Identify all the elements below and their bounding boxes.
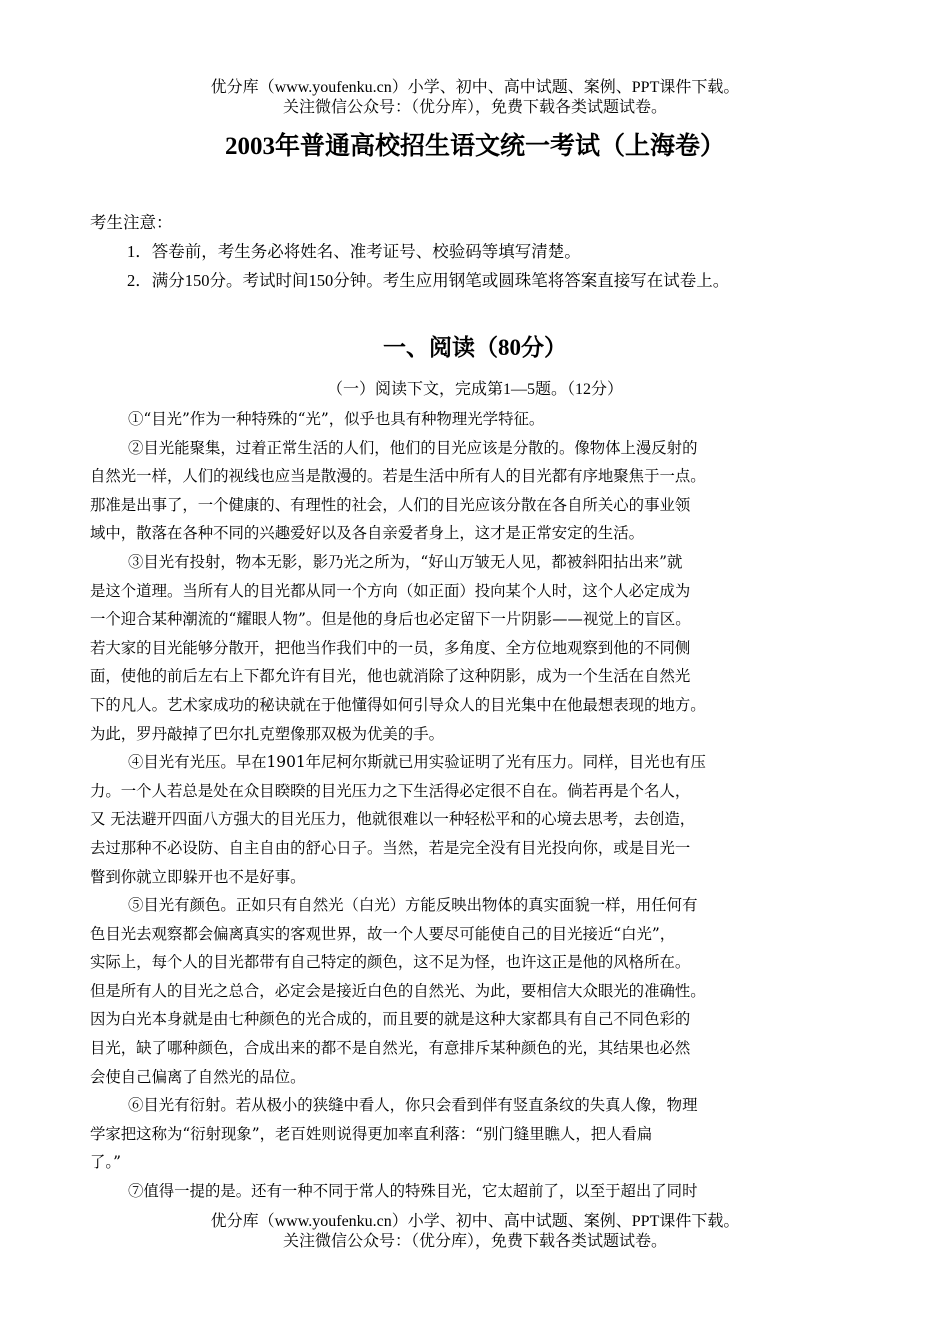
paragraph-line: 为此，罗丹敲掉了巴尔扎克塑像那双极为优美的手。 <box>90 724 444 743</box>
footer-banner <box>0 1212 950 1252</box>
paragraph-7 <box>90 1177 865 1206</box>
notice-item-1: 1．答卷前，考生务必将姓名、准考证号、校验码等填写清楚。 <box>127 242 581 261</box>
footer-banner-line-1: 优分库（www.youfenku.cn）小学、初中、高中试题、案例、PPT课件下载。 <box>210 1213 740 1230</box>
exam-title: 2003年普通高校招生语文统一考试（上海卷） <box>224 133 725 160</box>
paragraph-line: 会使自己偏离了自然光的品位。 <box>90 1067 306 1086</box>
paragraph-line: ②目光能聚集，过着正常生活的人们，他们的目光应该是分散的。像物体上漫反射的 <box>128 438 698 457</box>
header-banner-line-2: 关注微信公众号：（优分库），免费下载各类试题试卷。 <box>282 99 667 116</box>
paragraph-1 <box>90 405 865 434</box>
paragraph-line: 一个迎合某种潮流的“耀眼人物”。但是他的身后也必定留下一片阴影——视觉上的盲区。 <box>90 610 691 629</box>
paragraph-line: ⑥目光有衍射。若从极小的狭缝中看人，你只会看到伴有竖直条纹的失真人像，物理 <box>128 1096 698 1115</box>
paragraph-line: ④目光有光压。早在1901年尼柯尔斯就已用实验证明了光有压力。同样，目光也有压 <box>128 753 706 772</box>
footer-banner-line-2: 关注微信公众号：（优分库），免费下载各类试题试卷。 <box>282 1233 667 1250</box>
candidate-notice <box>90 208 880 295</box>
section-subheading: （一）阅读下文，完成第1—5题。（12分） <box>326 381 623 398</box>
paragraph-line: ⑤目光有颜色。正如只有自然光（白光）方能反映出物体的真实面貌一样，用任何有 <box>128 896 698 915</box>
paragraph-line: 自然光一样，人们的视线也应当是散漫的。若是生活中所有人的目光都有序地聚焦于一点。 <box>90 467 706 486</box>
paragraph-line: 面，使他的前后左右上下都允许有目光，他也就消除了这种阴影，成为一个生活在自然光 <box>90 667 691 686</box>
header-banner-line-1: 优分库（www.youfenku.cn）小学、初中、高中试题、案例、PPT课件下载。 <box>210 79 740 96</box>
paragraph-5 <box>90 891 865 1091</box>
paragraph-line: 去过那种不必设防、自主自由的舒心日子。当然，若是完全没有目光投向你，或是目光一 <box>90 838 691 857</box>
paragraph-line: 学家把这称为“衍射现象”，老百姓则说得更加率直利落：“别门缝里瞧人，把人看扁 <box>90 1124 653 1143</box>
paragraph-line: 但是所有人的目光之总合，必定会是接近白色的自然光、为此，要相信大众眼光的准确性。 <box>90 981 706 1000</box>
paragraph-line: 又 无法避开四面八方强大的目光压力，他就很难以一种轻松平和的心境去思考，去创造， <box>90 810 696 829</box>
paragraph-line: 下的凡人。艺术家成功的秘诀就在于他懂得如何引导众人的目光集中在他最想表现的地方。 <box>90 695 706 714</box>
paragraph-line: 是这个道理。当所有人的目光都从同一个方向（如正面）投向某个人时，这个人必定成为 <box>90 581 691 600</box>
notice-heading: 考生注意： <box>90 213 173 232</box>
paragraph-line: 目光，缺了哪种颜色，合成出来的都不是自然光，有意排斥某种颜色的光，其结果也必然 <box>90 1039 691 1058</box>
paragraph-line: 瞥到你就立即躲开也不是好事。 <box>90 867 306 886</box>
paragraph-line: 了。” <box>90 1153 121 1172</box>
notice-item-2: 2．满分150分。考试时间150分钟。考生应用钢笔或圆珠笔将答案直接写在试卷上。 <box>127 271 730 290</box>
paragraph-line: ⑦值得一提的是。还有一种不同于常人的特殊目光，它太超前了，以至于超出了同时 <box>128 1182 698 1201</box>
paragraph-line: 色目光去观察都会偏离真实的客观世界，故一个人要尽可能使自己的目光接近“白光”， <box>90 924 676 943</box>
paragraph-line: ①“目光”作为一种特殊的“光”，似乎也具有种物理光学特征。 <box>128 410 545 428</box>
paragraph-line: 力。一个人若总是处在众目睽睽的目光压力之下生活得必定很不自在。倘若再是个名人， <box>90 781 691 800</box>
paragraph-4 <box>90 748 865 891</box>
paragraph-line: 实际上，每个人的目光都带有自己特定的颜色，这不足为怪，也许这正是他的风格所在。 <box>90 953 691 972</box>
paragraph-line: 若大家的目光能够分散开，把他当作我们中的一员，多角度、全方位地观察到他的不同侧 <box>90 638 691 657</box>
paragraph-2 <box>90 434 865 548</box>
section-heading: 一、阅读（80分） <box>383 335 567 360</box>
paragraph-3 <box>90 548 865 748</box>
header-banner <box>0 78 950 118</box>
paragraph-line: 那准是出事了，一个健康的、有理性的社会，人们的目光应该分散在各自所关心的事业领 <box>90 495 691 514</box>
paragraph-line: 域中，散落在各种不同的兴趣爱好以及各自亲爱者身上，这才是正常安定的生活。 <box>90 524 645 543</box>
reading-passage <box>90 405 865 1206</box>
paragraph-line: 因为白光本身就是由七种颜色的光合成的，而且要的就是这种大家都具有自己不同色彩的 <box>90 1010 691 1029</box>
paragraph-line: ③目光有投射，物本无影，影乃光之所为，“好山万皱无人见，都被斜阳拈出来”就 <box>128 552 683 571</box>
paragraph-6 <box>90 1091 865 1177</box>
